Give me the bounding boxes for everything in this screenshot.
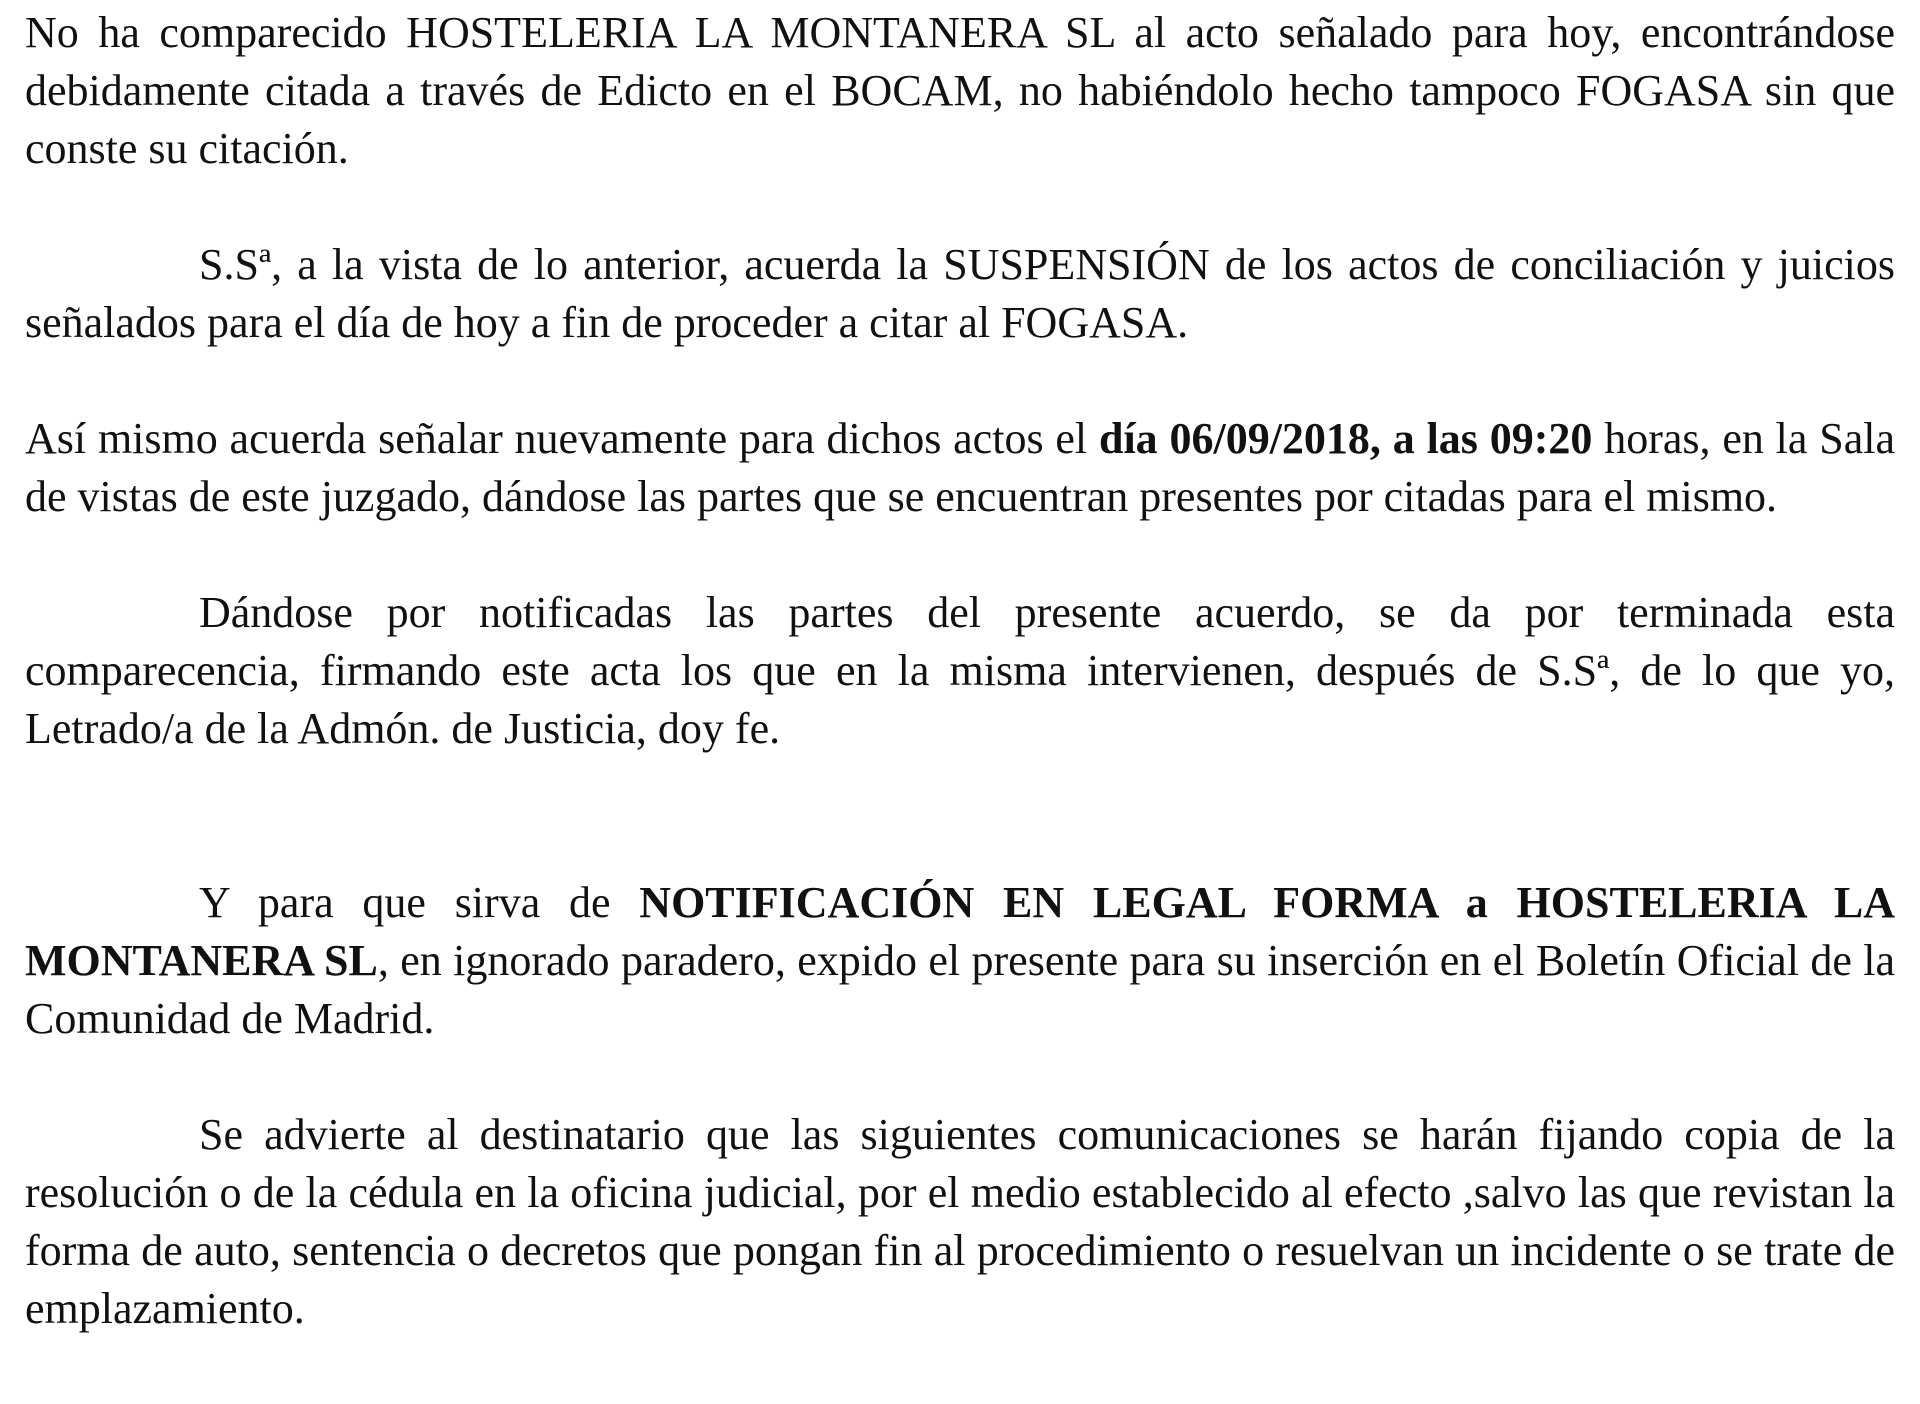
paragraph-warning xyxy=(25,1106,1895,1338)
paragraph-notification xyxy=(25,874,1895,1048)
hearing-date-time: día 06/09/2018, a las 09:20 xyxy=(1098,414,1593,463)
paragraph-closing xyxy=(25,584,1895,758)
paragraph-suspension xyxy=(25,236,1895,352)
paragraph-text: S.Sª, a la vista de lo anterior, acuerda la SUSPENSIÓN de los actos de conciliación y juicios señalados para el día de hoy a fin de proceder a citar al FOGASA. xyxy=(25,240,1895,347)
paragraph-text: No ha comparecido HOSTELERIA LA MONTANERA SL al acto señalado para hoy, encontrándose debidamente citada a través de Edicto en el BOCAM, no habiéndolo hecho tampoco FOGASA sin que conste su citación. xyxy=(25,8,1895,173)
paragraph-text-start: Así mismo acuerda señalar nuevamente para dichos actos el xyxy=(25,414,1099,463)
paragraph-text: Dándose por notificadas las partes del presente acuerdo, se da por terminada esta comparecencia, firmando este acta los que en la misma intervienen, después de S.Sª, de lo que yo, Letrado/a de la Admón. de Justicia, doy fe. xyxy=(25,588,1895,753)
document-page xyxy=(25,4,1895,1338)
paragraph-new-date xyxy=(25,410,1895,526)
notification-recipient: NOTIFICACIÓN EN LEGAL FORMA a HOSTELERIA LA MONTANERA SL xyxy=(25,878,1895,985)
paragraph-non-appearance xyxy=(25,4,1895,178)
paragraph-text-start: Y para que sirva de xyxy=(199,878,640,927)
paragraph-text-end: horas, en la Sala de vistas de este juzgado, dándose las partes que se encuentran presentes por citadas para el mismo. xyxy=(25,414,1896,521)
paragraph-text-end: , en ignorado paradero, expido el presente para su inserción en el Boletín Oficial de la Comunidad de Madrid. xyxy=(25,936,1895,1043)
paragraph-text: Se advierte al destinatario que las siguientes comunicaciones se harán fijando copia de la resolución o de la cédula en la oficina judicial, por el medio establecido al efecto ,salvo las que revistan la forma de auto, sentencia o decretos que pongan fin al procedimiento o resuelvan un incidente o se trate de emplazamiento. xyxy=(25,1110,1895,1333)
